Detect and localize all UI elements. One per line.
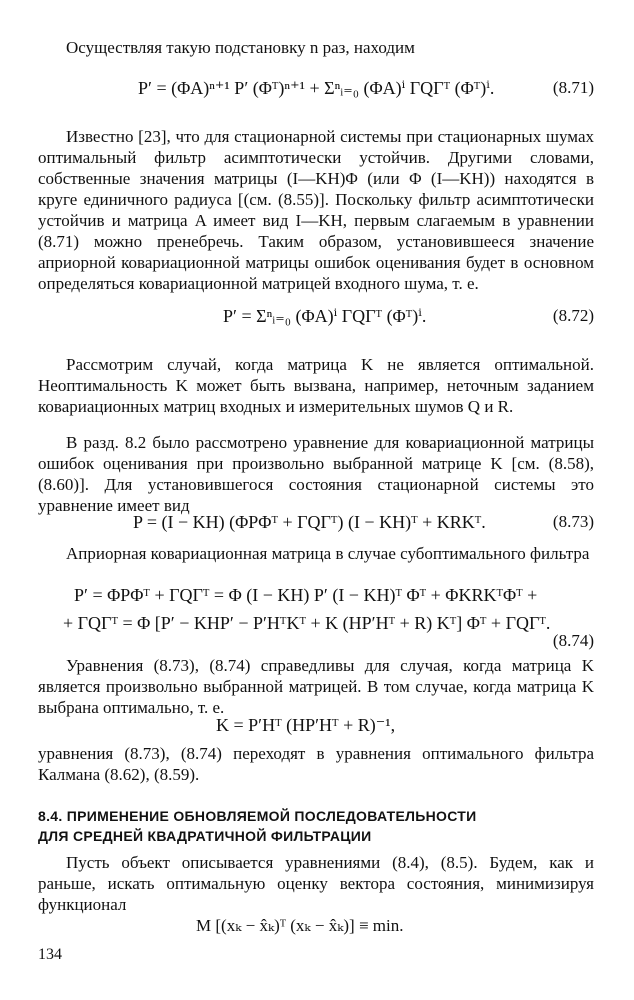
equation-8-73-formula: P = (I − KH) (ΦPΦᵀ + ΓQΓᵀ) (I − KH)ᵀ + KRKᵀ. [133,512,486,532]
page-number: 134 [38,946,62,963]
paragraph-intro: Осуществляя такую подстановку n раз, находим [66,38,415,57]
equation-8-73 [38,512,594,542]
equation-8-72-formula: P′ = Σⁿᵢ₌₀ (ΦA)ⁱ ΓQΓᵀ (Φᵀ)ⁱ. [223,306,427,326]
equation-k-optimal-formula: K = P′Hᵀ (HP′Hᵀ + R)⁻¹, [216,715,396,735]
paragraph-nonoptimal: Рассмотрим случай, когда матрица K не является оптимальной. Неоптимальность K может быть вызвана, например, неточным заданием ковариационных матриц входных и измерительных шумов Q и R. [38,355,594,416]
section-heading-line1: 8.4. ПРИМЕНЕНИЕ ОБНОВЛЯЕМОЙ ПОСЛЕДОВАТЕЛЬНОСТИ [38,808,477,824]
paragraph-section-ref: В разд. 8.2 было рассмотрено уравнение для ковариационной матрицы ошибок оценивания при произвольно выбранной матрице K [см. (8.58), (8.60)]. Для установившегося состояния стационарной системы это уравнение имеет вид [38,433,594,515]
equation-8-74-line2: + ΓQΓᵀ = Φ [P′ − KHP′ − P′HᵀKᵀ + K (HP′Hᵀ + R) Kᵀ] Φᵀ + ΓQΓᵀ. [63,613,551,633]
paragraph-arbitrary-k: Уравнения (8.73), (8.74) справедливы для случая, когда матрица K является произвольно выбранной матрицей. В том случае, когда матрица K выбрана оптимально, т. е. [38,656,594,717]
equation-8-71 [38,78,594,108]
equation-8-74-number: (8.74) [552,631,594,650]
equation-functional-formula: M [(xₖ − x̂ₖ)ᵀ (xₖ − x̂ₖ)] ≡ min. [196,916,404,935]
paragraph-apriori: Априорная ковариационная матрица в случае субоптимального фильтра [66,544,590,563]
equation-8-72 [38,306,594,336]
equation-functional [38,916,594,946]
equation-8-73-number: (8.73) [552,512,594,531]
paragraph-functional: Пусть объект описывается уравнениями (8.4), (8.5). Будем, как и раньше, искать оптимальную оценку вектора состояния, минимизируя функционал [38,853,594,914]
equation-k-optimal [38,715,594,745]
section-heading-line2: ДЛЯ СРЕДНЕЙ КВАДРАТИЧНОЙ ФИЛЬТРАЦИИ [38,828,372,844]
equation-8-74 [38,585,594,649]
equation-8-71-number: (8.71) [552,78,594,97]
equation-8-71-formula: P′ = (ΦA)ⁿ⁺¹ P′ (Φᵀ)ⁿ⁺¹ + Σⁿᵢ₌₀ (ΦA)ⁱ ΓQΓᵀ (Φᵀ)ⁱ. [138,78,495,98]
equation-8-74-line1: P′ = ΦPΦᵀ + ΓQΓᵀ = Φ (I − KH) P′ (I − KH)ᵀ Φᵀ + ΦKRKᵀΦᵀ + [74,585,538,605]
paragraph-kalman: уравнения (8.73), (8.74) переходят в уравнения оптимального фильтра Калмана (8.62), (8.59). [38,744,594,784]
equation-8-72-number: (8.72) [552,306,594,325]
paragraph-stability: Известно [23], что для стационарной системы при стационарных шумах оптимальный фильтр асимптотически устойчив. Другими словами, собственные значения матрицы (I—KH)Φ (или Φ (I—KH)) находятся в круге единичного радиуса [(см. (8.55)]. Поскольку фильтр асимптотически устойчив и матрица A имеет вид I—KH, первым слагаемым в уравнении (8.71) можно пренебречь. Таким образом, установившееся значение априорной ковариационной матрицы ошибок оценивания будет в основном определяться ковариационной матрицей входного шума, т. е. [38,127,594,293]
